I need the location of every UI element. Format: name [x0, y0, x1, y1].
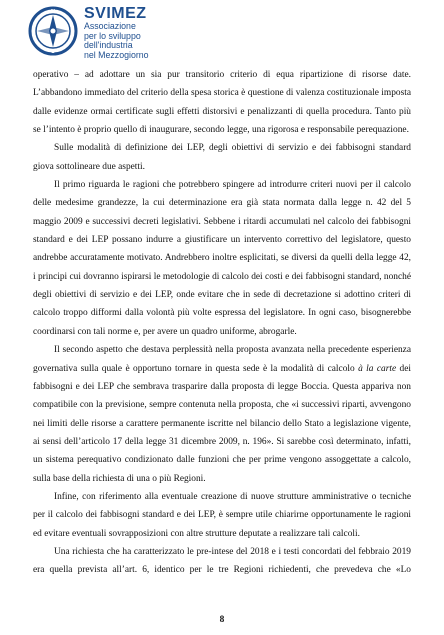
- paragraph-4-run-1: Il secondo aspetto che destava perplessità nella proposta avanzata nella precedente esperienza governativa sulla quale è opportuno tornare in questa sede è la modalità di calcolo: [33, 345, 411, 374]
- paragraph-3-run-1: Il primo riguarda le ragioni che potrebbero spingere ad introdurre criteri nuovi per il calcolo delle medesime grandezze, la cui determinazione era già stata normata dalla legge n. 42 del 5 maggio 2009 e successivi decreti legislativi. Sebbene i ritardi accumulati nel calcolo dei fabbisogni standard e dei LEP possano indurre a giustificare un intervento correttivo del legislatore, questo andrebbe accuratamente motivato. Andrebbero inoltre esplicitati, se diversi da quelli della legge 42, i principi cui dovranno ispirarsi le metodologie di calcolo dei costi e dei fabbisogni standard, nonché degli obiettivi di servizio e dei LEP, onde evitare che in sede di decretazione si adottino criteri di calcolo troppo difformi dalla volontà più volte espressa del legislatore. In ogni caso, bisognerebbe coordinarsi con tali norme e, per avere un quadro uniforme, abrogarle.: [33, 180, 411, 337]
- paragraph-2-run-1: Sulle modalità di definizione dei LEP, degli obiettivi di servizio e dei fabbisogni standard giova sottolineare due aspetti.: [33, 143, 411, 172]
- paragraph-6: [33, 543, 411, 580]
- logo-letter-s: S: [51, 49, 55, 56]
- paragraph-5-run-1: Infine, con riferimento alla eventuale creazione di nuove strutture amministrative o tecniche per il calcolo dei fabbisogni standard e dei LEP, è sempre utile chiarirne opportunamente le ragioni ed evitare eventuali sovrapposizioni con altre strutture deputate a realizzare tali calcoli.: [33, 491, 411, 539]
- org-name: SVIMEZ: [84, 5, 147, 22]
- paragraph-3: [33, 176, 411, 341]
- document-body: [33, 66, 411, 580]
- org-subtitle-line-1: Associazione: [84, 21, 136, 31]
- paragraph-1-run-1: operativo – ad adottare un sia pur transitorio criterio di equa ripartizione di risorse date. L’abbandono immediato del criterio della spesa storica è questione di valenza costituzionale imposta dalle evidenze ormai certificate sugli effetti distorsivi e penalizzanti di quella procedura. Tanto più se l’intento è proprio quello di inaugurare, secondo legge, una rigorosa e responsabile perequazione.: [33, 70, 411, 136]
- compass-logo-icon: [28, 6, 78, 56]
- paragraph-4-italic-run: à la carte: [358, 363, 397, 374]
- paragraph-2: [33, 139, 411, 176]
- org-subtitle-line-3: dell'industria: [84, 40, 133, 51]
- brand-block: [84, 6, 149, 60]
- org-subtitle-line-2: per lo sviluppo: [84, 30, 141, 41]
- org-subtitle-line-4: nel Mezzogiorno: [84, 49, 149, 60]
- logo-letter-n: N: [51, 9, 55, 16]
- paragraph-5: [33, 488, 411, 543]
- document-header: [28, 6, 228, 60]
- paragraph-4: [33, 341, 411, 488]
- paragraph-1: [33, 66, 411, 139]
- page-number: 8: [219, 615, 225, 625]
- paragraph-4-run-3: dei fabbisogni e dei LEP che sembrava trasparire dalla proposta di legge Boccia. Questa appariva non compatibile con la previsione, sempre contenuta nella proposta, che «i successivi riparti, avvengono nei limiti delle risorse a carattere permanente iscritte nel bilancio dello Stato a legislazione vigente, ai sensi dell’articolo 17 della legge 31 dicembre 2009, n. 196». Si sarebbe così determinato, infatti, un sistema perequativo condizionato dalle funzioni che per prime vengono assoggettate a calcolo, sulla base della richiesta di una o più Regioni.: [33, 363, 411, 484]
- paragraph-6-run-1: Una richiesta che ha caratterizzato le pre-intese del 2018 e i testi concordati del febbraio 2019 era quella prevista all’art. 6, identico per le tre Regioni richiedenti, che prevedeva che «Lo: [33, 546, 411, 576]
